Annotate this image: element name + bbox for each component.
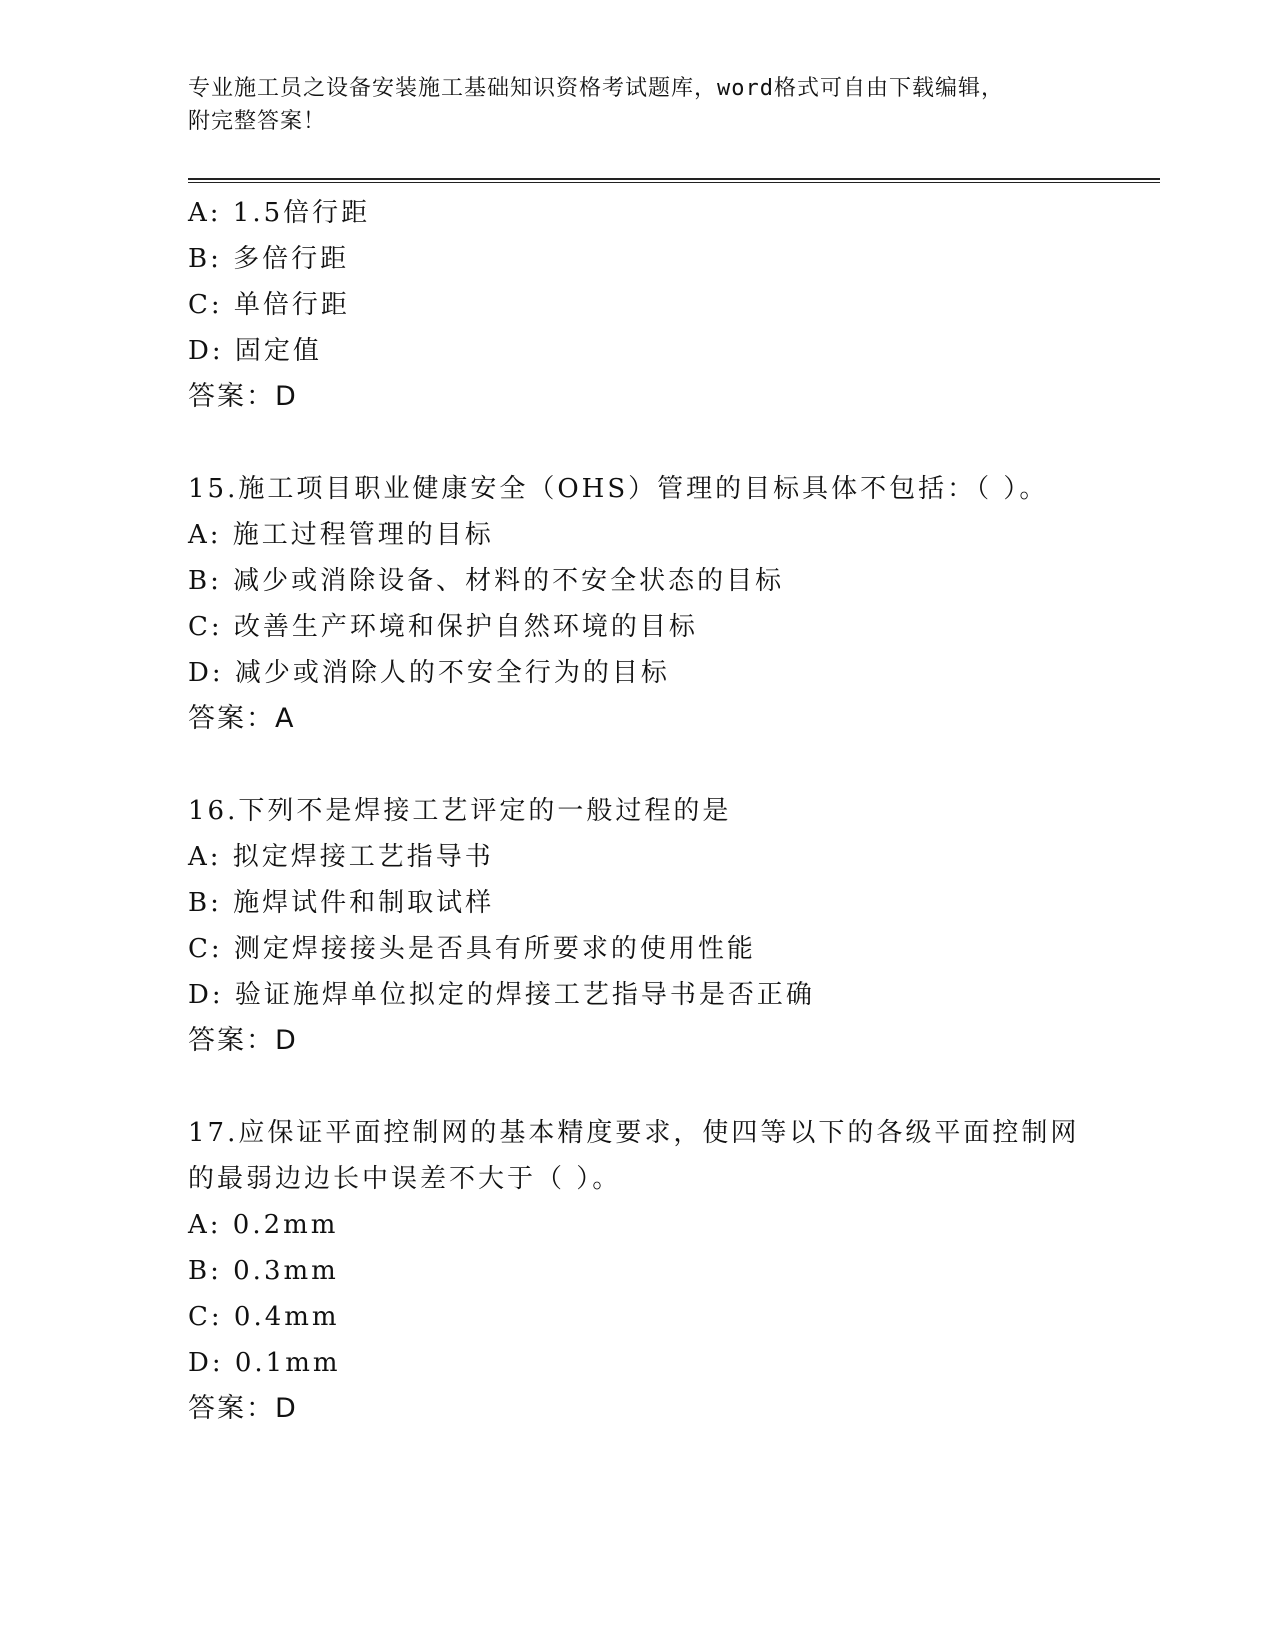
- option-c: C: 单倍行距: [188, 290, 350, 320]
- option-c: C: 0.4mm: [188, 1302, 340, 1332]
- question-block-17: [188, 1110, 1148, 1432]
- answer-line: 答案：D: [188, 1393, 298, 1424]
- option-b: B: 减少或消除设备、材料的不安全状态的目标: [188, 566, 785, 596]
- option-d: D: 0.1mm: [188, 1348, 341, 1378]
- question-text-line-2: 的最弱边边长中误差不大于（ ）。: [188, 1164, 622, 1194]
- question-text-line-1: 17.应保证平面控制网的基本精度要求，使四等以下的各级平面控制网: [188, 1118, 1080, 1148]
- header-line-2: 附完整答案！: [188, 109, 327, 134]
- spacer: [188, 420, 1148, 466]
- question-text: 15.施工项目职业健康安全（OHS）管理的目标具体不包括：（ ）。: [188, 474, 1049, 504]
- option-a: A: 拟定焊接工艺指导书: [188, 842, 494, 872]
- option-b: B: 施焊试件和制取试样: [188, 888, 495, 918]
- option-c: C: 改善生产环境和保护自然环境的目标: [188, 612, 698, 642]
- header-divider: [188, 178, 1160, 183]
- option-a: A: 1.5倍行距: [188, 198, 371, 228]
- option-d: D: 减少或消除人的不安全行为的目标: [188, 658, 670, 688]
- option-b: B: 多倍行距: [188, 244, 350, 274]
- spacer: [188, 742, 1148, 788]
- option-b: B: 0.3mm: [188, 1256, 339, 1286]
- option-a: A: 施工过程管理的目标: [188, 520, 494, 550]
- option-d: D: 验证施焊单位拟定的焊接工艺指导书是否正确: [188, 980, 815, 1010]
- question-block-16: [188, 788, 1148, 1064]
- answer-line: 答案：A: [188, 703, 296, 734]
- question-block-continued: [188, 190, 1148, 420]
- document-header: [188, 72, 1088, 138]
- question-text: 16.下列不是焊接工艺评定的一般过程的是: [188, 796, 732, 826]
- option-c: C: 测定焊接接头是否具有所要求的使用性能: [188, 934, 756, 964]
- option-a: A: 0.2mm: [188, 1210, 339, 1240]
- answer-line: 答案：D: [188, 381, 298, 412]
- answer-line: 答案：D: [188, 1025, 298, 1056]
- option-d: D: 固定值: [188, 336, 322, 366]
- question-list: [188, 190, 1148, 1432]
- spacer: [188, 1064, 1148, 1110]
- question-block-15: [188, 466, 1148, 742]
- header-line-1: 专业施工员之设备安装施工基础知识资格考试题库，word格式可自由下载编辑，: [188, 76, 1004, 101]
